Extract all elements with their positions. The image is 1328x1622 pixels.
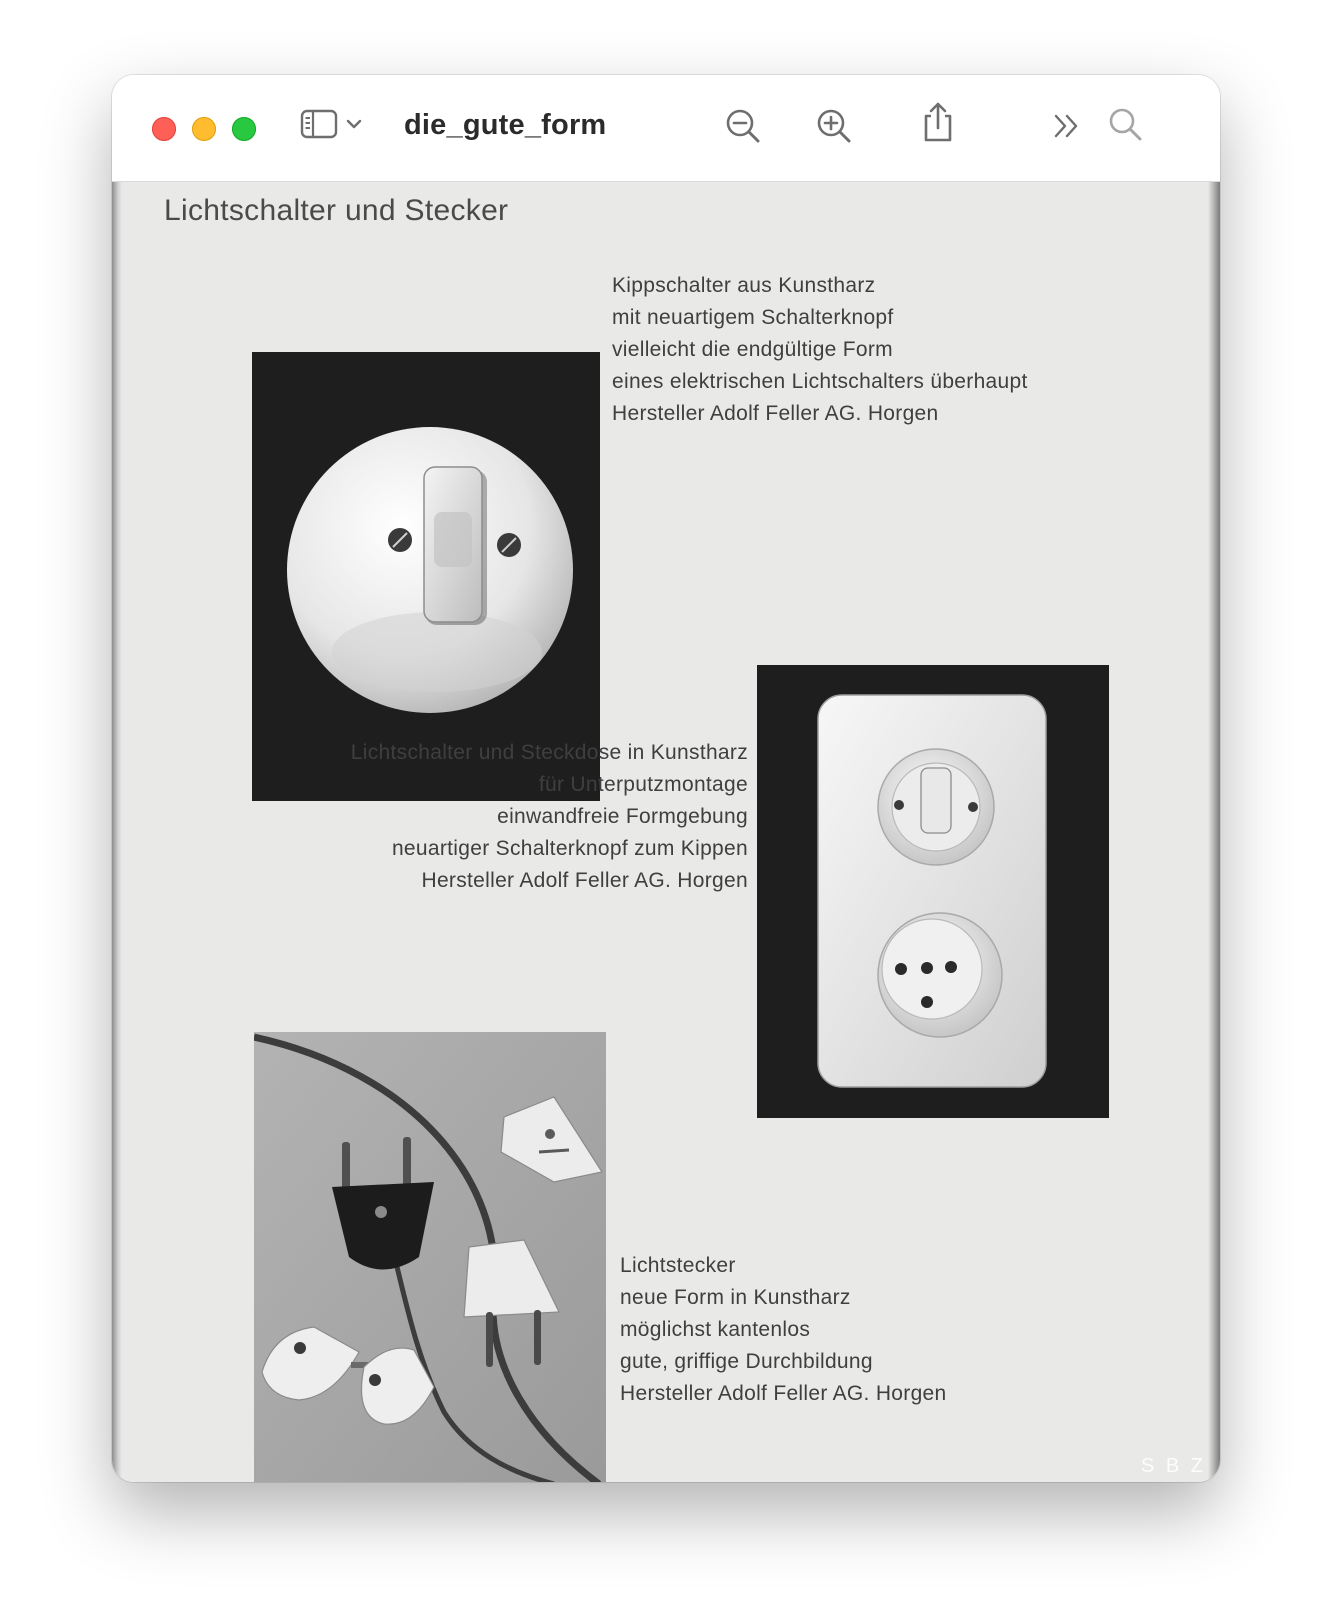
search-icon[interactable] xyxy=(1108,107,1144,143)
scan-shadow-left xyxy=(112,182,122,1482)
chevron-down-icon[interactable] xyxy=(346,117,362,131)
window-title: die_gute_form xyxy=(404,109,607,141)
caption-line: eines elektrischen Lichtschalters überhaupt xyxy=(612,370,1028,393)
share-icon[interactable] xyxy=(920,101,956,143)
watermark-text: S B Z xyxy=(1140,1455,1206,1477)
close-button[interactable] xyxy=(152,117,176,141)
caption-line: neuartiger Schalterknopf zum Kippen xyxy=(391,837,748,860)
zoom-button[interactable] xyxy=(232,117,256,141)
caption-line: Hersteller Adolf Feller AG. Horgen xyxy=(612,402,939,425)
photo-plugs xyxy=(254,1032,606,1482)
caption-line: Hersteller Adolf Feller AG. Horgen xyxy=(620,1382,947,1405)
sidebar-toggle-icon[interactable] xyxy=(300,109,338,139)
caption-toggle-switch xyxy=(612,270,1028,430)
caption-line: Lichtstecker xyxy=(620,1254,736,1277)
scan-shadow-right xyxy=(1208,182,1220,1482)
caption-line: Kippschalter aus Kunstharz xyxy=(612,274,876,297)
caption-line: neue Form in Kunstharz xyxy=(620,1286,851,1309)
document-page[interactable] xyxy=(112,182,1220,1482)
caption-line: möglichst kantenlos xyxy=(620,1318,811,1341)
minimize-button[interactable] xyxy=(192,117,216,141)
caption-line: Lichtschalter und Steckdose in Kunstharz xyxy=(350,741,748,764)
caption-line: mit neuartigem Schalterknopf xyxy=(612,306,894,329)
photo-switch-socket xyxy=(757,665,1109,1118)
zoom-out-icon[interactable] xyxy=(724,107,762,145)
photo-toggle-switch xyxy=(252,352,600,801)
caption-line: vielleicht die endgültige Form xyxy=(612,338,893,361)
more-chevrons-icon[interactable] xyxy=(1052,113,1082,139)
preview-window xyxy=(112,75,1220,1482)
zoom-in-icon[interactable] xyxy=(815,107,853,145)
caption-plugs xyxy=(620,1250,947,1410)
page-heading: Lichtschalter und Stecker xyxy=(164,194,509,227)
caption-line: Hersteller Adolf Feller AG. Horgen xyxy=(421,869,748,892)
title-bar xyxy=(112,75,1220,182)
caption-line: gute, griffige Durchbildung xyxy=(620,1350,873,1373)
caption-switch-socket xyxy=(351,737,748,897)
caption-line: für Unterputzmontage xyxy=(538,773,748,796)
caption-line: einwandfreie Formgebung xyxy=(497,805,748,828)
